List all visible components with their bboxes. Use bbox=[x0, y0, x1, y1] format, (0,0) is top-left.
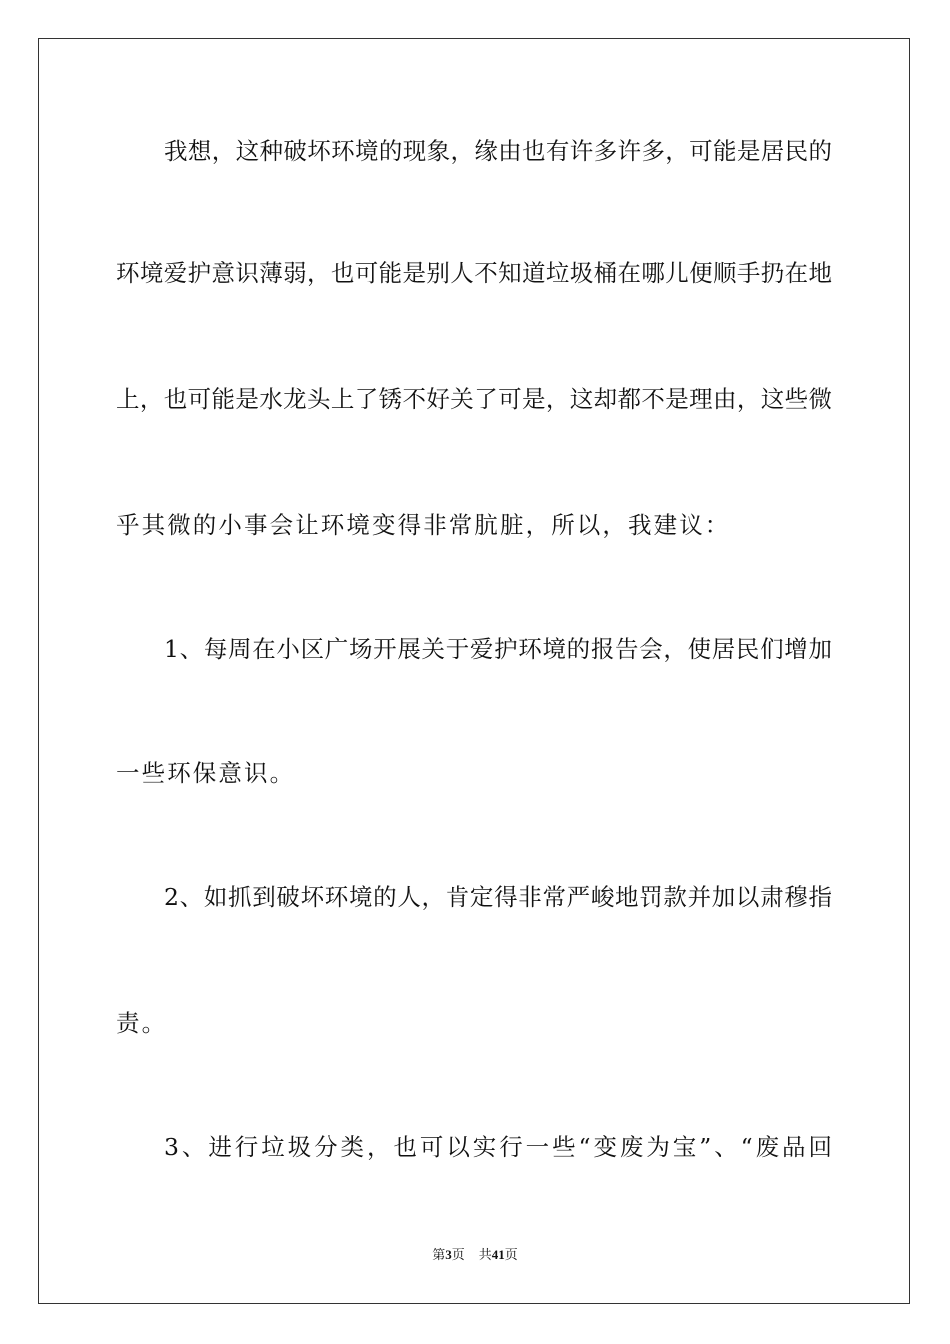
page-suffix: 页 bbox=[451, 1247, 465, 1262]
text-line-2: 环境爱护意识薄弱，也可能是别人不知道垃圾桶在哪儿便顺手扔在地 bbox=[116, 259, 832, 287]
text-line-8: 责。 bbox=[116, 1009, 168, 1037]
page-prefix: 第 bbox=[432, 1247, 446, 1262]
text-line-5: 1、每周在小区广场开展关于爱护环境的报告会，使居民们增加 bbox=[164, 635, 832, 663]
text-line-4: 乎其微的小事会让环境变得非常肮脏，所以，我建议： bbox=[116, 511, 731, 539]
text-line-1: 我想，这种破坏环境的现象，缘由也有许多许多，可能是居民的 bbox=[164, 137, 832, 165]
page-border bbox=[38, 38, 910, 1304]
page-number: 3 bbox=[445, 1247, 452, 1262]
text-line-9: 3、进行垃圾分类，也可以实行一些“变废为宝”、“废品回 bbox=[164, 1133, 832, 1161]
text-line-3: 上，也可能是水龙头上了锈不好关了可是，这却都不是理由，这些微 bbox=[116, 385, 832, 413]
total-suffix: 页 bbox=[504, 1247, 518, 1262]
text-line-7: 2、如抓到破坏环境的人，肯定得非常严峻地罚款并加以肃穆指 bbox=[164, 883, 832, 911]
total-prefix: 共 bbox=[478, 1247, 492, 1262]
page-footer bbox=[0, 1246, 950, 1264]
text-line-6: 一些环保意识。 bbox=[116, 759, 296, 787]
total-pages: 41 bbox=[491, 1247, 505, 1262]
